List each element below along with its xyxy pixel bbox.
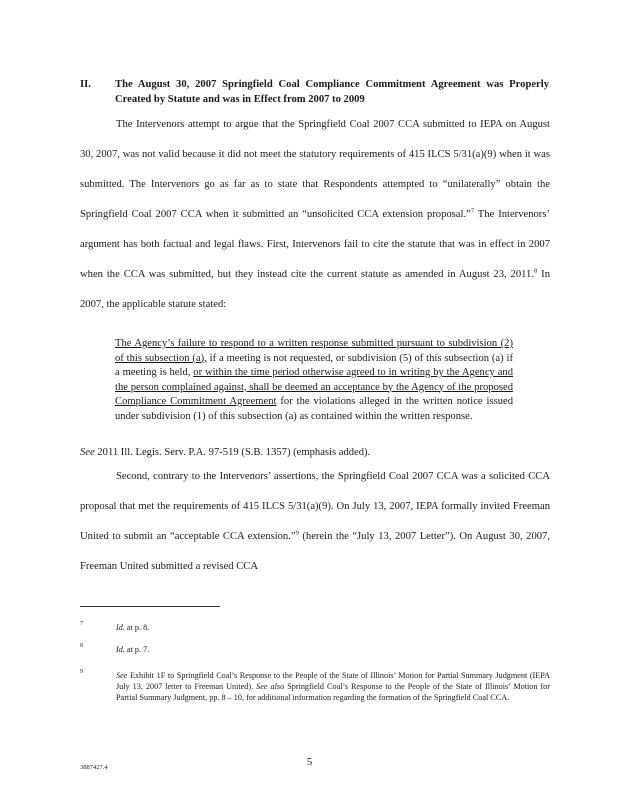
footnote [80, 670, 550, 703]
statute-citation [80, 445, 370, 460]
paragraph-second-argument [80, 462, 550, 582]
paragraph-text: (herein the “July 13, 2007 Letter”). On August 30, 2007, Freeman United submitted a revised CCA [80, 531, 550, 572]
block-quote-statute [115, 337, 513, 424]
quote-emphasis: or within the time period otherwise agreed to in writing by the Agency and the person complained against, shall be deemed an acceptance by the Agency of the proposed Compliance Commitment Agreement [115, 367, 513, 407]
citation-signal: See [80, 447, 95, 458]
footnote-separator [80, 606, 220, 607]
footnote-mark: 9 [80, 669, 83, 675]
footnote-mark: 8 [80, 643, 83, 649]
footnote-signal: Id. [116, 645, 125, 654]
footnote-ref: 8 [534, 267, 538, 275]
document-id: 3887427.4 [80, 764, 108, 771]
footnote-signal: See [116, 671, 128, 680]
quote-text: for the violations alleged in the written notice issued under subdivision (1) of this subsection (a) as contained within the written response. [115, 396, 514, 422]
footnote-text: Springfield Coal’s Response to the People of the State of Illinois’ Motion for Partial Summary Judgment, pp. 8 – 10, for additional information regarding the formation of the Springfield Coal CCA. [116, 682, 550, 702]
footnote-mark: 7 [80, 621, 83, 627]
quote-emphasis: The Agency’s failure to respond to a written response submitted pursuant to subdivision (2) of this subsection (a), [115, 338, 513, 364]
paragraph-text: In 2007, the applicable statute stated: [80, 269, 550, 310]
paragraph-text: The Intervenors’ argument has both factual and legal flaws. First, Intervenors fail to cite the statute that was in effect in 2007 when the CCA was submitted, but they instead cite the current statute as amended in August 23, 2011. [80, 209, 550, 280]
footnote [80, 644, 550, 655]
footnote-ref: 9 [295, 529, 299, 537]
citation-text: 2011 Ill. Legis. Serv. P.A. 97-519 (S.B. 1357) (emphasis added). [94, 447, 371, 458]
footnote [80, 622, 550, 633]
footnote-text: at p. 8. [124, 623, 150, 632]
footnote-text: Exhibit 1F to Springfield Coal’s Response to the People of the State of Illinois’ Motion for Partial Summary Judgment (IEPA July 13, 2007 letter to Freeman United). [116, 671, 550, 691]
footnote-text: at p. 7. [124, 645, 150, 654]
quote-text: if a meeting is not requested, or subdivision (5) of this subsection (a) if a meeting is held, [115, 352, 513, 378]
paragraph-text: Second, contrary to the Intervenors’ assertions, the Springfield Coal 2007 CCA was a solicited CCA proposal that met the requirements of 415 ILCS 5/31(a)(9). On July 13, 2007, IEPA formally invited Freeman United to submit an “acceptable CCA extension.” [80, 471, 550, 542]
section-title: The August 30, 2007 Springfield Coal Compliance Commitment Agreement was Properly Created by Statute and was in Effect from 2007 to 2009 [115, 79, 549, 105]
page-number: 5 [306, 756, 313, 768]
paragraph-intervenors-argument [80, 110, 550, 320]
section-number: II. [80, 79, 91, 90]
footnote-ref: 7 [470, 207, 475, 215]
paragraph-text: The Intervenors attempt to argue that the Springfield Coal 2007 CCA submitted to IEPA on August 30, 2007, was not valid because it did not meet the statutory requirements of 415 ILCS 5/31(a)(9) when it was submitted. The Intervenors go as far as to state that Respondents attempted to “unilaterally” obtain the Springfield Coal 2007 CCA when it submitted an “unsolicited CCA extension proposal.” [80, 119, 550, 220]
footnote-signal: See also [256, 682, 285, 691]
footnote-signal: Id. [116, 623, 125, 632]
